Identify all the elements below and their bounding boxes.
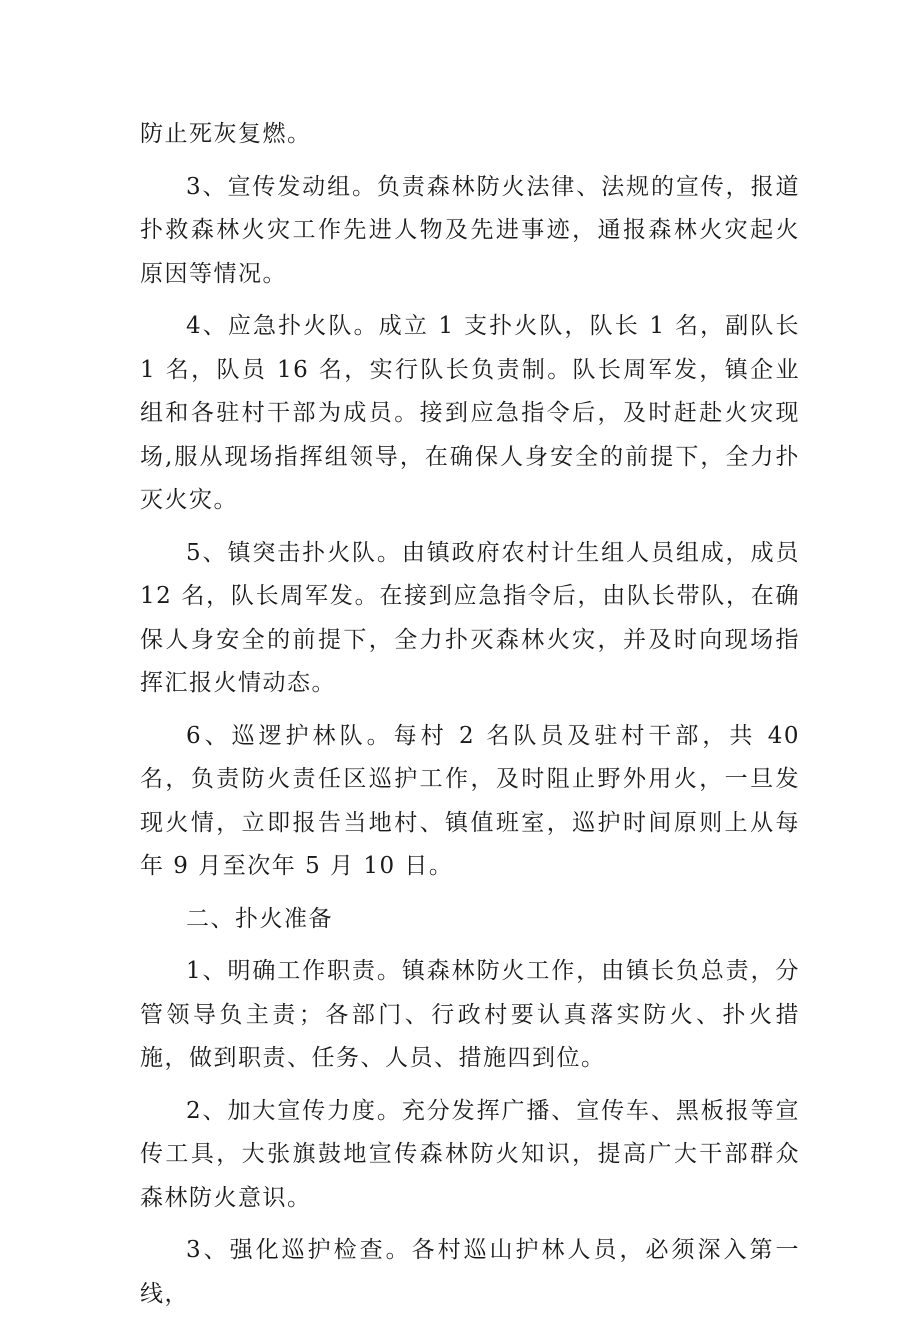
paragraph-patrol-team: 6、巡逻护林队。每村 2 名队员及驻村干部，共 40 名，负责防火责任区巡护工作，及时阻止野外用火，一旦发现火情，立即报告当地村、镇值班室，巡护时间原则上从每年 9 月至次年 5 月 10 日。 bbox=[140, 722, 800, 879]
paragraph-publicity-efforts: 2、加大宣传力度。充分发挥广播、宣传车、黑板报等宣传工具，大张旗鼓地宣传森林防火知识，提高广大干部群众森林防火意识。 bbox=[140, 1097, 800, 1211]
paragraph-continuation: 防止死灰复燃。 bbox=[140, 121, 312, 147]
paragraph-clarify-duties: 1、明确工作职责。镇森林防火工作，由镇长负总责，分管领导负主责；各部门、行政村要认真落实防火、扑火措施，做到职责、任务、人员、措施四到位。 bbox=[140, 958, 800, 1071]
section-heading-preparation: 二、扑火准备 bbox=[186, 905, 333, 932]
document-body bbox=[140, 113, 800, 1325]
paragraph-emergency-team: 4、应急扑火队。成立 1 支扑火队，队长 1 名，副队长 1 名，队员 16 名，实行队长负责制。队长周军发，镇企业组和各驻村干部为成员。接到应急指令后，及时赶赴火灾现场,服从现场指挥组领导，在确保人身安全的前提下，全力扑灭火灾。 bbox=[140, 313, 800, 513]
paragraph-town-assault-team: 5、镇突击扑火队。由镇政府农村计生组人员组成，成员 12 名，队长周军发。在接到应急指令后，由队长带队，在确保人身安全的前提下，全力扑灭森林火灾，并及时向现场指挥汇报火情动态。 bbox=[140, 539, 800, 696]
paragraph-publicity-group: 3、宣传发动组。负责森林防火法律、法规的宣传，报道扑救森林火灾工作先进人物及先进事迹，通报森林火灾起火原因等情况。 bbox=[140, 173, 800, 287]
paragraph-patrol-inspection: 3、强化巡护检查。各村巡山护林人员，必须深入第一线， bbox=[140, 1237, 800, 1307]
